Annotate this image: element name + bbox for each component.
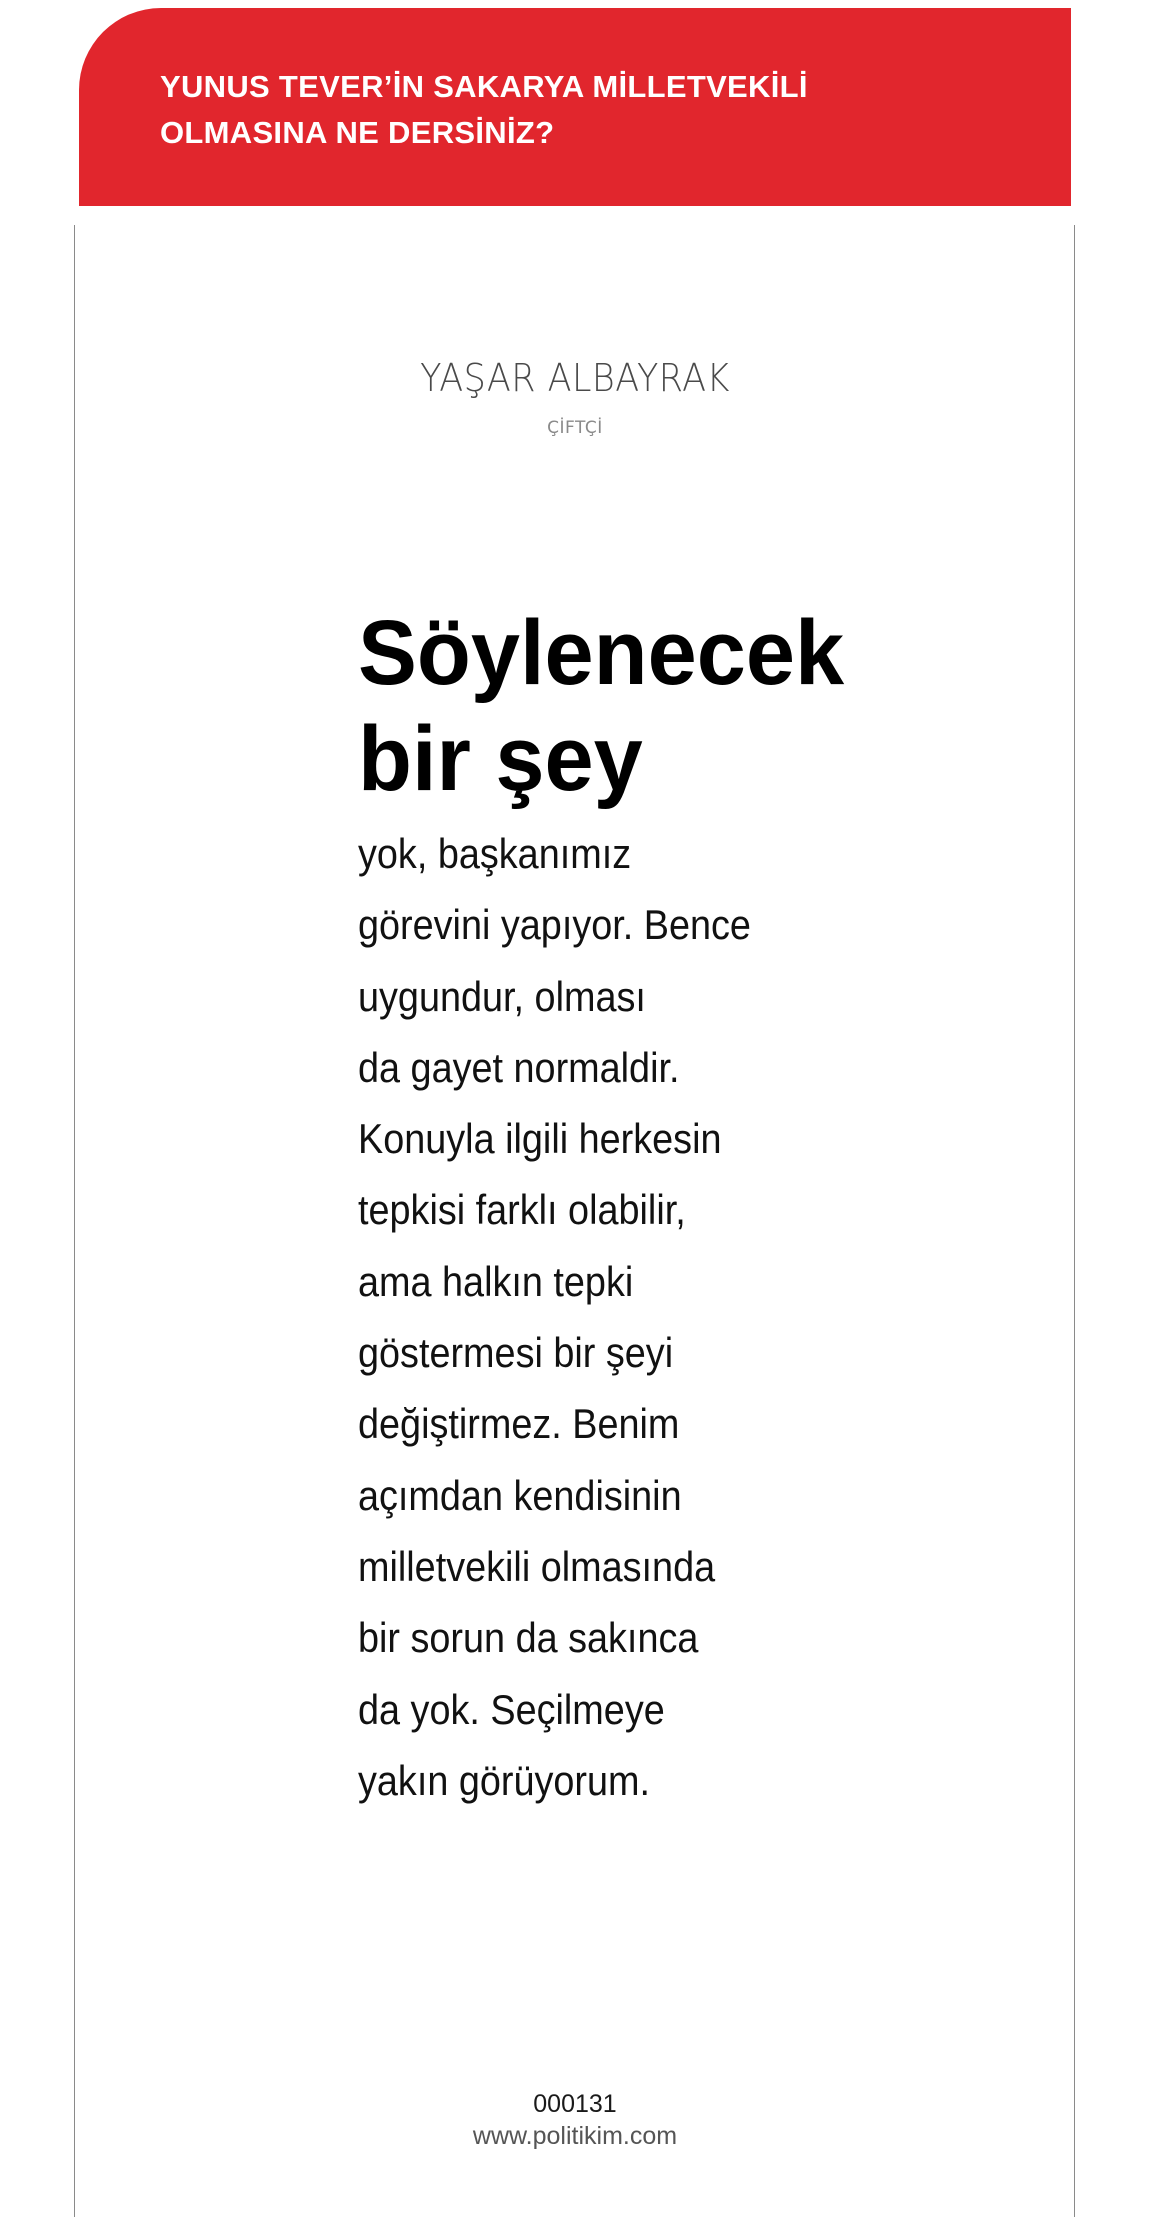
header-banner <box>79 8 1071 206</box>
quote-line: değiştirmez. Benim <box>358 1400 680 1448</box>
quote-line: da yok. Seçilmeye <box>358 1685 665 1733</box>
quote-line: yakın görüyorum. <box>358 1756 651 1804</box>
quote-line: görevini yapıyor. Bence <box>358 901 751 949</box>
footer-code: 000131 <box>533 2090 617 2118</box>
quote-line: açımdan kendisinin <box>358 1471 682 1519</box>
quote-body <box>358 818 934 1816</box>
person-name: YAŞAR ALBAYRAK <box>420 356 730 400</box>
quote-line: tepkisi farklı olabilir, <box>358 1186 686 1234</box>
quote-headline-line-2: bir şey <box>358 708 643 810</box>
quote-line: bir sorun da sakınca <box>358 1614 699 1662</box>
quote-line: milletvekili olmasında <box>358 1542 716 1590</box>
quote-line: Konuyla ilgili herkesin <box>358 1115 722 1163</box>
quote-headline <box>358 600 972 812</box>
footer-url-link[interactable]: www.politikim.com <box>472 2122 678 2150</box>
quote-line: yok, başkanımız <box>358 830 632 877</box>
quote-block <box>358 600 998 1816</box>
quote-line: göstermesi bir şeyi <box>358 1329 674 1377</box>
quote-headline-line-1: Söylenecek <box>358 602 845 704</box>
header-title-line-2: OLMASINA NE DERSİNİZ? <box>160 115 555 150</box>
header-title-line-1: YUNUS TEVER’İN SAKARYA MİLLETVEKİLİ <box>160 69 808 104</box>
quote-line: da gayet normaldir. <box>358 1043 680 1091</box>
quote-line: ama halkın tepki <box>358 1257 634 1305</box>
quote-line: uygundur, olması <box>358 972 646 1020</box>
header-title <box>160 64 1040 156</box>
person-role: ÇİFTÇİ <box>547 418 603 438</box>
